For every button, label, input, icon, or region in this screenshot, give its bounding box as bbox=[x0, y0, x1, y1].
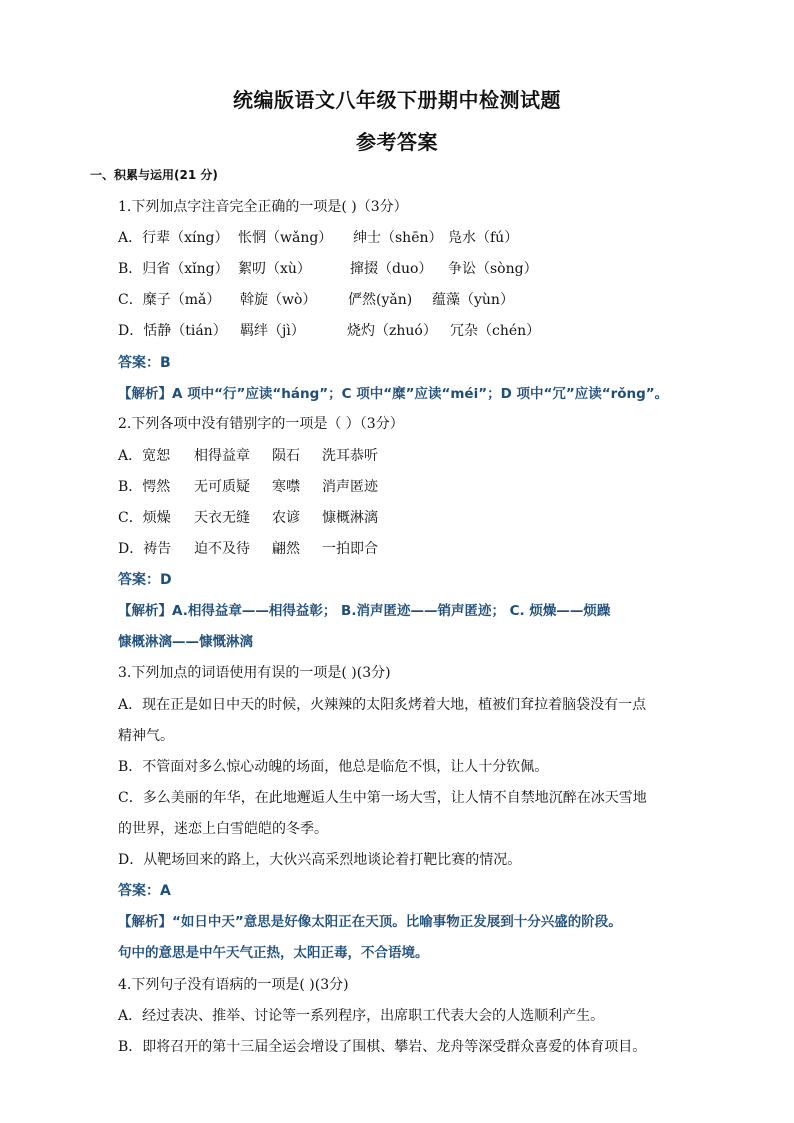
q1-analysis: 【解析】A 项中“行”应读“háng”；C 项中“糜”应读“méi”；D 项中“冗”应读“rǒng”。 bbox=[118, 386, 669, 402]
q4-stem: 4.下列句子没有语病的一项是( )(3分) bbox=[118, 977, 349, 993]
q1-stem: 1.下列加点字注音完全正确的一项是( )（3分） bbox=[118, 199, 408, 215]
q1-option-c: C．糜子（mǎ） 斡旋（wò） 俨然(yǎn) 蕴藻（yùn） bbox=[118, 292, 514, 308]
q3-analysis-line-2: 句中的意思是中午天气正热，太阳正毒，不合语境。 bbox=[118, 945, 429, 961]
page-title: 统编版语文八年级下册期中检测试题 bbox=[233, 88, 561, 112]
q2-option-d: D．祷告 迫不及待 翩然 一拍即合 bbox=[118, 541, 378, 557]
q3-option-a-line-1: A．现在正是如日中天的时候，火辣辣的太阳炙烤着大地，植被们耷拉着脑袋没有一点 bbox=[118, 697, 647, 713]
q3-option-c-line-2: 的世界，迷恋上白雪皑皑的冬季。 bbox=[118, 821, 328, 837]
q2-stem: 2.下列各项中没有错别字的一项是（ ）（3分） bbox=[118, 416, 404, 432]
q2-option-b: B．愕然 无可质疑 寒噤 消声匿迹 bbox=[118, 479, 378, 495]
q1-option-b: B．归省（xǐng） 絮叨（xù） 撺掇（duo） 争讼（sòng） bbox=[118, 261, 538, 277]
q2-answer: 答案：D bbox=[118, 572, 172, 588]
q4-option-b: B．即将召开的第十三届全运会增设了围棋、攀岩、龙舟等深受群众喜爱的体育项目。 bbox=[118, 1039, 647, 1055]
q3-stem: 3.下列加点的词语使用有误的一项是( )(3分) bbox=[118, 665, 391, 681]
q2-analysis-line-2: 慷概淋漓——慷慨淋漓 bbox=[118, 634, 253, 650]
q3-option-c-line-1: C．多么美丽的年华，在此地邂逅人生中第一场大雪，让人情不自禁地沉醉在冰天雪地 bbox=[118, 790, 647, 806]
q3-answer: 答案：A bbox=[118, 883, 171, 899]
q3-option-d: D．从靶场回来的路上，大伙兴高采烈地谈论着打靶比赛的情况。 bbox=[118, 852, 522, 868]
q1-answer: 答案：B bbox=[118, 355, 171, 371]
q2-option-a: A．宽恕 相得益章 陨石 洗耳恭听 bbox=[118, 448, 378, 464]
q3-analysis-line-1: 【解析】“如日中天”意思是好像太阳正在天顶。比喻事物正发展到十分兴盛的阶段。 bbox=[118, 914, 622, 930]
q4-option-a: A．经过表决、推举、讨论等一系列程序，出席职工代表大会的人选顺利产生。 bbox=[118, 1008, 605, 1024]
section-heading: 一、积累与运用(21 分) bbox=[90, 168, 218, 182]
q1-option-d: D．恬静（tián） 羁绊（jì） 烧灼（zhuó） 冗杂（chén） bbox=[118, 323, 541, 339]
q2-analysis-line-1: 【解析】A.相得益章——相得益彰； B.消声匿迹——销声匿迹； C. 烦燥——烦躁 bbox=[118, 603, 611, 619]
q2-option-c: C．烦燥 天衣无缝 农谚 慷概淋漓 bbox=[118, 510, 378, 526]
q1-option-a: A．行辈（xíng） 怅惘（wǎng） 绅士（shēn） 凫水（fú） bbox=[118, 230, 519, 246]
page-subtitle: 参考答案 bbox=[356, 130, 438, 154]
q3-option-b: B．不管面对多么惊心动魄的场面，他总是临危不惧，让人十分钦佩。 bbox=[118, 759, 549, 775]
q3-option-a-line-2: 精神气。 bbox=[118, 728, 174, 744]
